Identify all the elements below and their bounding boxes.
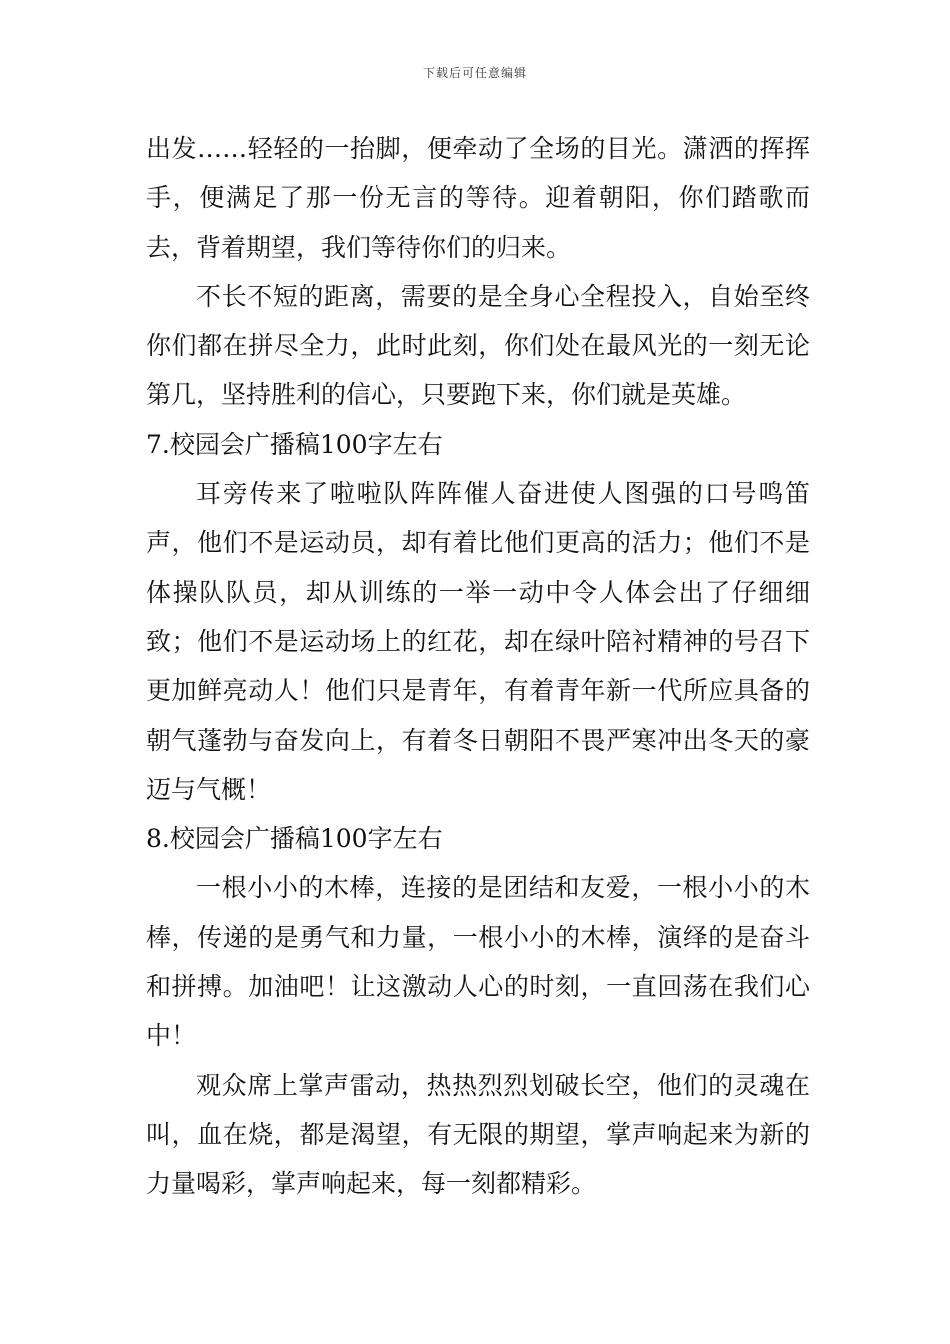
section-heading-8: 8.校园会广播稿100字左右 — [146, 824, 443, 854]
page-header: 下载后可任意编辑 — [422, 66, 527, 80]
document-body — [146, 124, 810, 1209]
paragraph-3: 耳旁传来了啦啦队阵阵催人奋进使人图强的口号鸣笛声，他们不是运动员，却有着比他们更高的活力；他们不是体操队队员，却从训练的一举一动中令人体会出了仔细细致；他们不是运动场上的红花，却在绿叶陪衬精神的号召下更加鲜亮动人！他们只是青年，有着青年新一代所应具备的朝气蓬勃与奋发向上，有着冬日朝阳不畏严寒冲出冬天的豪迈与气概！ — [146, 479, 810, 804]
paragraph-5: 观众席上掌声雷动，热热烈烈划破长空，他们的灵魂在叫，血在烧，都是渴望，有无限的期望，掌声响起来为新的力量喝彩，掌声响起来，每一刻都精彩。 — [146, 1070, 810, 1199]
paragraph-1: 出发……轻轻的一抬脚，便牵动了全场的目光。潇洒的挥挥手，便满足了那一份无言的等待。迎着朝阳，你们踏歌而去，背着期望，我们等待你们的归来。 — [146, 134, 810, 262]
section-heading-7: 7.校园会广播稿100字左右 — [146, 429, 443, 459]
paragraph-4: 一根小小的木棒，连接的是团结和友爱，一根小小的木棒，传递的是勇气和力量，一根小小的木棒，演绎的是奋斗和拼搏。加油吧！让这激动人心的时刻，一直回荡在我们心中！ — [146, 873, 810, 1051]
paragraph-2: 不长不短的距离，需要的是全身心全程投入，自始至终你们都在拼尽全力，此时此刻，你们处在最风光的一刻无论第几，坚持胜利的信心，只要跑下来，你们就是英雄。 — [146, 281, 810, 410]
